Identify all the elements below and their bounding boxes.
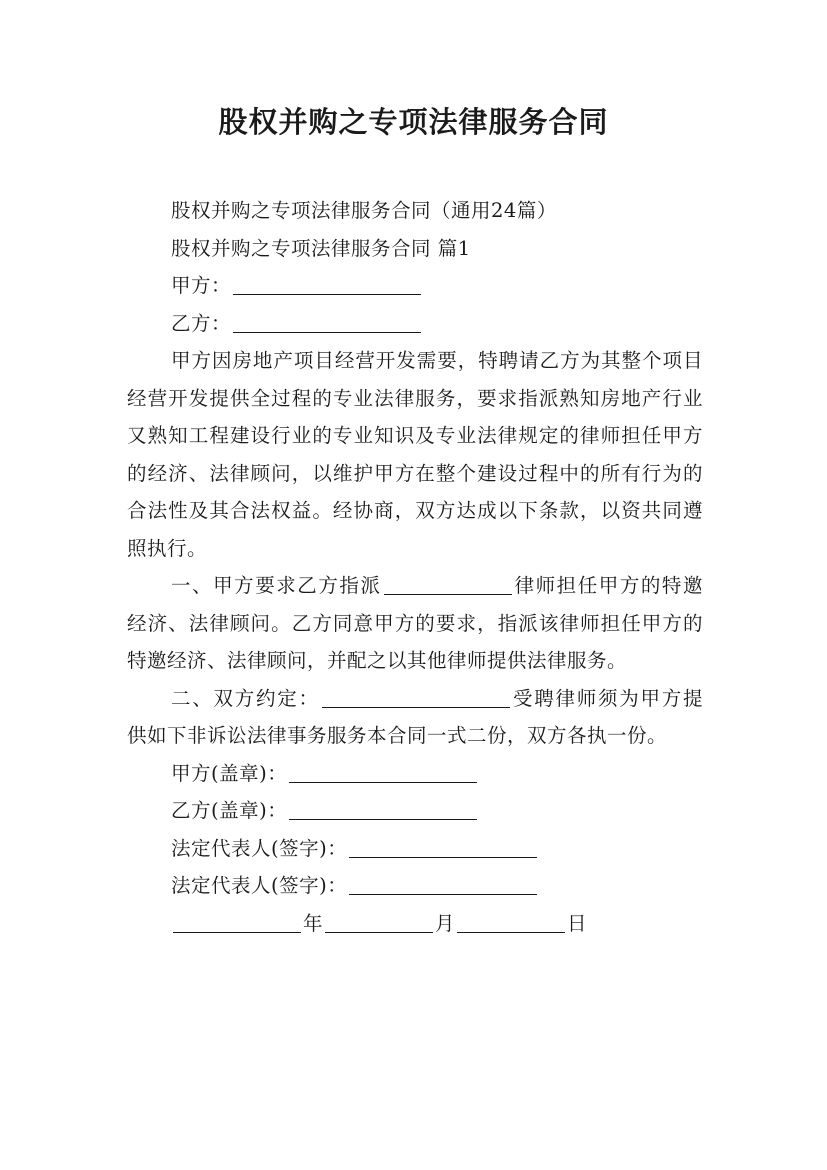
clause-1-rest: 律师担任甲方的特邀经济、法律顾问。乙方同意甲方的要求，指派该律师担任甲方的特邀经济、法律顾问，并配之以其他律师提供法律服务。 (127, 574, 703, 672)
lawyer-name-blank (384, 574, 512, 595)
date-month-label: 月 (435, 911, 456, 935)
month-blank (325, 912, 433, 933)
clause-2-paragraph (127, 680, 703, 755)
party-b-line (127, 305, 703, 343)
clause-1-paragraph (127, 567, 703, 680)
party-a-seal-line (127, 755, 703, 793)
party-b-seal-label: 乙方(盖章)： (171, 799, 288, 822)
legal-rep-label-1: 法定代表人(签字)： (171, 836, 348, 860)
party-a-line (127, 267, 703, 305)
date-year-label: 年 (303, 911, 324, 935)
party-b-seal-blank (289, 799, 477, 820)
party-a-seal-blank (289, 762, 477, 783)
collection-heading: 股权并购之专项法律服务合同（通用24篇） (171, 199, 557, 222)
legal-rep-label-2: 法定代表人(签字)： (171, 874, 348, 897)
date-day-label: 日 (567, 911, 588, 935)
day-blank (457, 912, 565, 933)
party-a-blank (233, 274, 421, 295)
party-a-label: 甲方： (171, 274, 232, 297)
document-title: 股权并购之专项法律服务合同 (218, 105, 609, 139)
party-b-seal-line (127, 792, 703, 830)
legal-rep-line-1 (127, 830, 703, 868)
party-b-label: 乙方： (171, 311, 232, 335)
clause-1-prefix: 一、甲方要求乙方指派 (171, 574, 382, 597)
section-heading: 股权并购之专项法律服务合同 篇1 (171, 236, 471, 260)
legal-rep-blank-2 (349, 874, 537, 895)
legal-rep-line-2 (127, 867, 703, 905)
party-b-blank (233, 312, 421, 333)
agreement-blank (322, 687, 510, 708)
clause-2-prefix: 二、双方约定： (171, 686, 320, 710)
intro-paragraph: 甲方因房地产项目经营开发需要，特聘请乙方为其整个项目经营开发提供全过程的专业法律服务，要求指派熟知房地产行业又熟知工程建设行业的专业知识及专业法律规定的律师担任甲方的经济、法律顾问，以维护甲方在整个建设过程中的所有行为的合法性及其合法权益。经协商，双方达成以下条款，以资共同遵照执行。 (127, 349, 703, 560)
party-a-seal-label: 甲方(盖章)： (171, 761, 288, 785)
legal-rep-blank-1 (349, 837, 537, 858)
clause-2-rest: 受聘律师须为甲方提供如下非诉讼法律事务服务本合同一式二份，双方各执一份。 (127, 686, 703, 747)
year-blank (173, 912, 301, 933)
document-body (127, 192, 703, 942)
date-line (127, 905, 703, 943)
